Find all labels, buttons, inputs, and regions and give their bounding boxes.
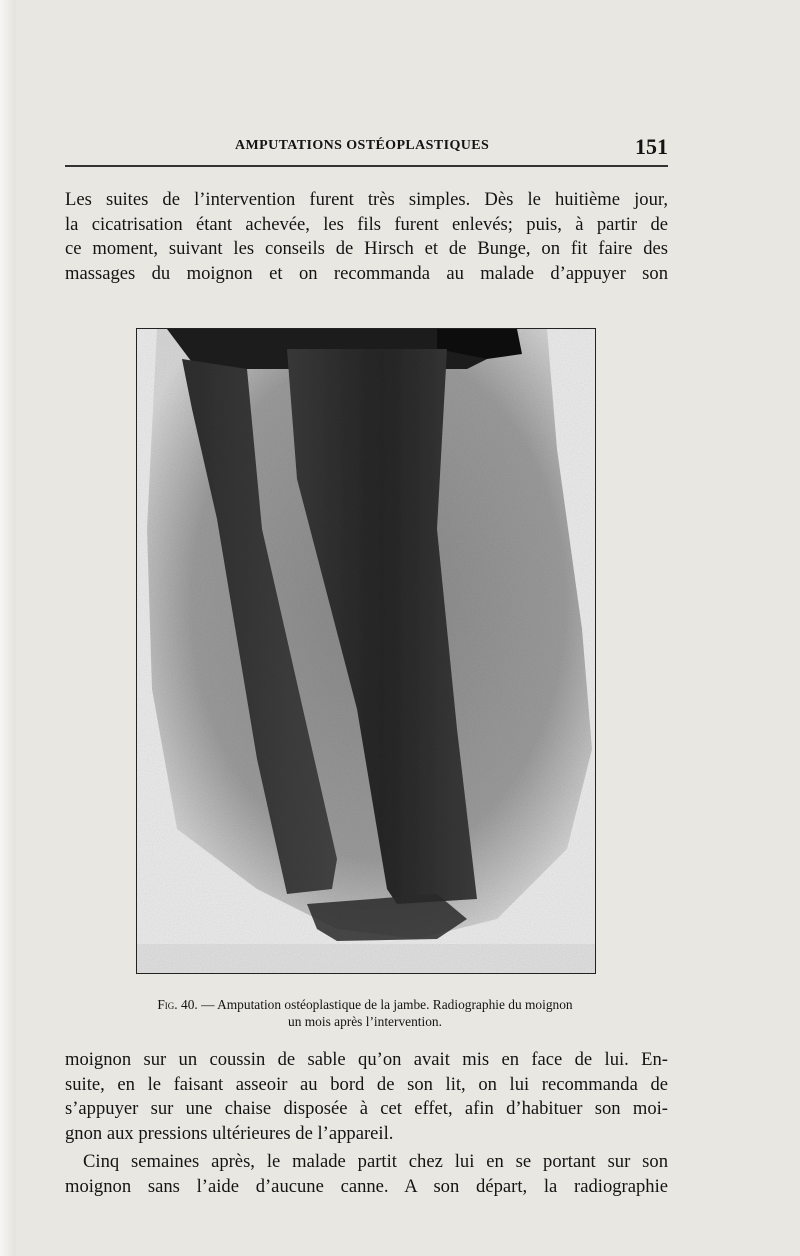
- paragraph-1: [65, 188, 668, 286]
- page-header: [65, 134, 668, 168]
- text-line: ce moment, suivant les conseils de Hirsch et de Bunge, on fit faire des: [65, 238, 668, 259]
- page-number: 151: [635, 134, 668, 159]
- radiograph-figure: [136, 328, 596, 974]
- caption-text-1: — Amputation ostéoplastique de la jambe. Radiographie du moignon: [197, 997, 573, 1012]
- paragraph-2: [65, 1048, 668, 1146]
- figure-caption: [110, 996, 620, 1030]
- text-line: suite, en le faisant asseoir au bord de son lit, on lui recommanda de: [65, 1073, 668, 1095]
- caption-line-2: un mois après l’intervention.: [288, 1014, 442, 1029]
- page-edge: [0, 0, 16, 1256]
- text-line: la cicatrisation étant achevée, les fils furent enlevés; puis, à partir de: [65, 213, 668, 235]
- running-head: AMPUTATIONS OSTÉOPLASTIQUES: [235, 138, 490, 153]
- text-line: gnon aux pressions ultérieures de l’appareil.: [65, 1122, 394, 1144]
- text-line: Les suites de l’intervention furent très simples. Dès le huitième jour,: [65, 189, 668, 210]
- text-line: Cinq semaines après, le malade partit chez lui en se portant sur son: [83, 1151, 668, 1172]
- text-line: moignon sans l’aide d’aucune canne. A son départ, la radiographie: [65, 1175, 668, 1197]
- figure-label: Fig. 40.: [157, 997, 198, 1012]
- radiograph-image: [137, 329, 595, 973]
- header-rule: [65, 165, 668, 167]
- caption-line-1: [110, 996, 620, 1013]
- text-line: moignon sur un coussin de sable qu’on avait mis en face de lui. En-: [65, 1049, 668, 1070]
- paragraph-3: [65, 1150, 668, 1199]
- text-line: massages du moignon et on recommanda au malade d’appuyer son: [65, 262, 668, 284]
- text-line: s’appuyer sur une chaise disposée à cet effet, afin d’habituer son moi-: [65, 1098, 668, 1119]
